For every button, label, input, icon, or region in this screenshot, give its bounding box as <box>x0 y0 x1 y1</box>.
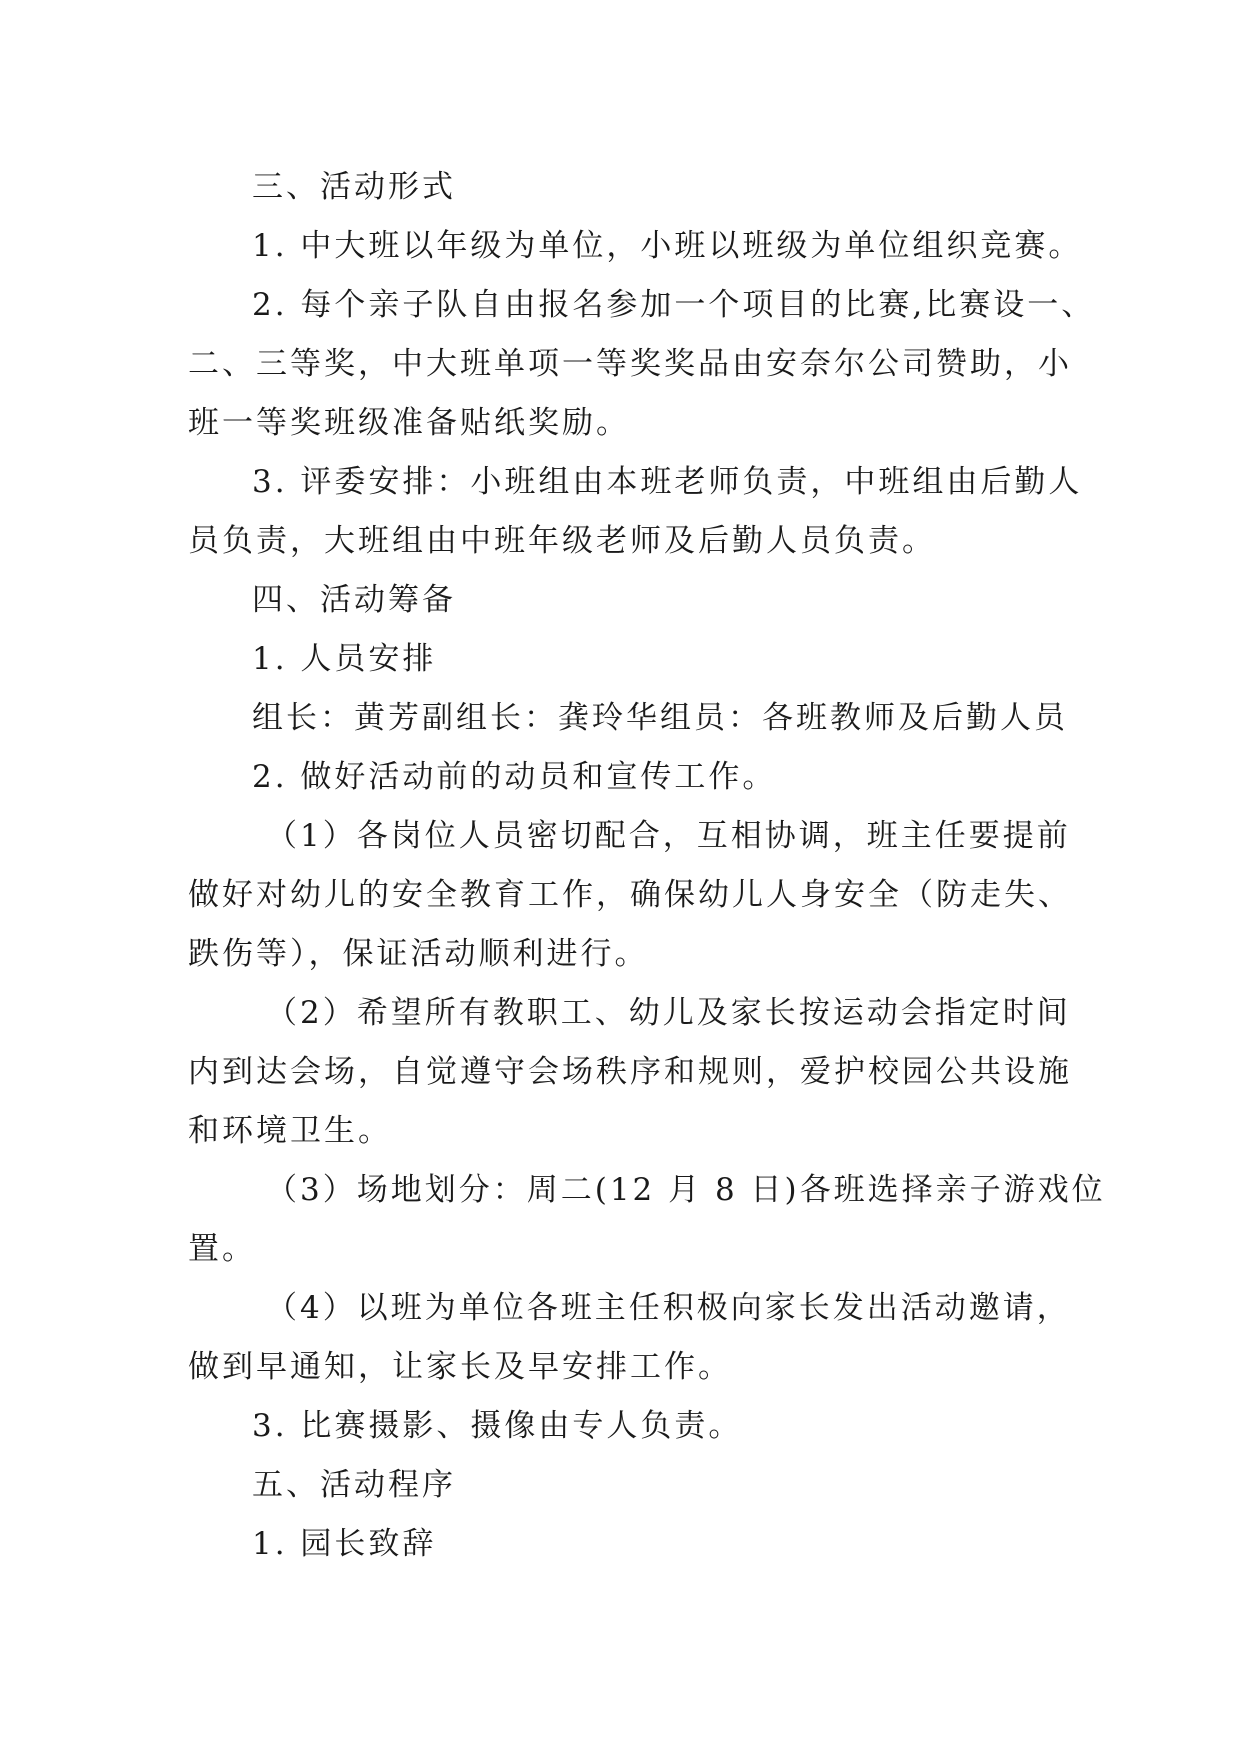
paragraph-line: （2）希望所有教职工、幼儿及家长按运动会指定时间 <box>266 995 1071 1031</box>
paragraph-line: 置。 <box>188 1231 256 1267</box>
paragraph-line: 2. 每个亲子队自由报名参加一个项目的比赛,比赛设一、 <box>252 287 1096 323</box>
paragraph-line: 员负责，大班组由中班年级老师及后勤人员负责。 <box>188 523 936 559</box>
paragraph-line: 3. 比赛摄影、摄像由专人负责。 <box>252 1408 743 1444</box>
paragraph-line: 二、三等奖，中大班单项一等奖奖品由安奈尔公司赞助，小 <box>188 346 1072 382</box>
document-body <box>188 158 1106 1574</box>
paragraph-line: 2. 做好活动前的动员和宣传工作。 <box>252 759 777 795</box>
section-heading-activity-procedure: 五、活动程序 <box>252 1467 456 1503</box>
paragraph-line: 做到早通知，让家长及早安排工作。 <box>188 1349 732 1385</box>
paragraph-line: 1. 中大班以年级为单位，小班以班级为单位组织竞赛。 <box>252 228 1083 264</box>
paragraph-line: （3）场地划分：周二(12 月 8 日)各班选择亲子游戏位 <box>266 1172 1106 1208</box>
section-heading-activity-form: 三、活动形式 <box>252 169 456 205</box>
section-heading-activity-preparation: 四、活动筹备 <box>252 582 456 618</box>
paragraph-line: 班一等奖班级准备贴纸奖励。 <box>188 405 630 441</box>
paragraph-line: （4）以班为单位各班主任积极向家长发出活动邀请， <box>266 1290 1071 1326</box>
paragraph-line: 内到达会场，自觉遵守会场秩序和规则，爱护校园公共设施 <box>188 1054 1072 1090</box>
paragraph-line: 组长：黄芳副组长：龚玲华组员：各班教师及后勤人员 <box>252 700 1068 736</box>
paragraph-line: 跌伤等），保证活动顺利进行。 <box>188 936 649 972</box>
paragraph-line: 3. 评委安排：小班组由本班老师负责，中班组由后勤人 <box>252 464 1083 500</box>
paragraph-line: 1. 园长致辞 <box>252 1526 437 1562</box>
paragraph-line: 1. 人员安排 <box>252 641 437 677</box>
paragraph-line: 和环境卫生。 <box>188 1113 392 1149</box>
paragraph-line: （1）各岗位人员密切配合，互相协调，班主任要提前 <box>266 818 1071 854</box>
paragraph-line: 做好对幼儿的安全教育工作，确保幼儿人身安全（防走失、 <box>188 877 1072 913</box>
